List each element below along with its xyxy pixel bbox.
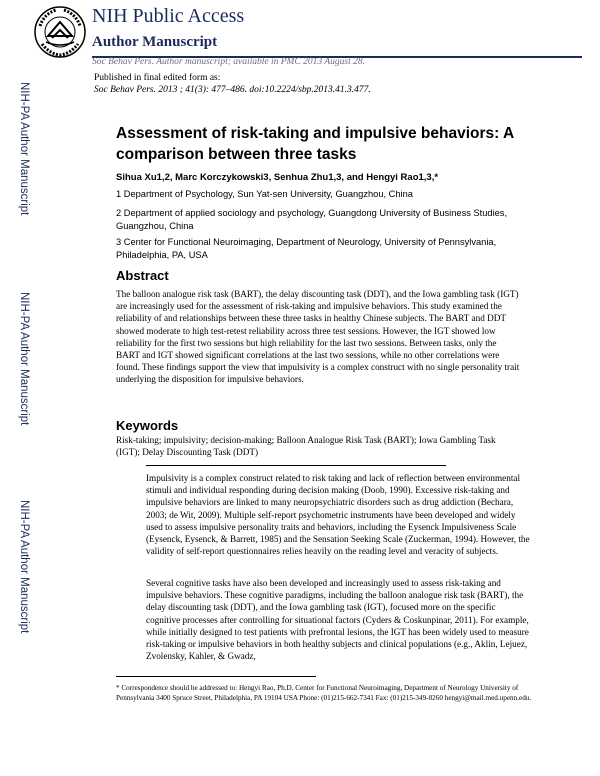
section-divider bbox=[146, 465, 446, 466]
abstract-text: The balloon analogue risk task (BART), the delay discounting task (DDT), and the Iowa gambling task (IGT) are increasingly used for the assessment of risk-taking and impulsive behaviors. This study examined the reliability of and relationships between these three tasks in healthy Chinese subjects. The BART and DDT showed moderate to high test-retest reliability across three test sessions. However, the IGT showed low reliability for the first two sessions but high reliability for the last two sessions. Between tasks, only the BART and IGT showed significant correlations at the last two sessions, while no other correlations were found. These findings support the view that impulsivity is a complex construct with no single personality trait underlying the disposition for impulsive behaviors. bbox=[116, 289, 520, 385]
correspondence-footnote: * Correspondence should be addressed to: Hengyi Rao, Ph.D. Center for Functional Neuroimaging, Department of Neurology University of Pennsylvania 3400 Spruce Street, Philadelphia, PA 19104 USA Phone: (01)215-662-7341 Fax: (01)215-349-8260 hengyi@mail.med.upenn.edu. bbox=[116, 684, 532, 702]
availability-note: Soc Behav Pers. Author manuscript; available in PMC 2013 August 28. bbox=[92, 57, 366, 67]
affiliation-1: 1 Department of Psychology, Sun Yat-sen University, Guangzhou, China bbox=[116, 189, 413, 199]
abstract-heading: Abstract bbox=[116, 268, 169, 283]
side-label-3: NIH-PA Author Manuscript bbox=[18, 500, 30, 634]
citation: Soc Behav Pers. 2013 ; 41(3): 477–486. doi:10.2224/sbp.2013.41.3.477. bbox=[94, 85, 371, 95]
nih-public-access-title: NIH Public Access bbox=[92, 5, 245, 27]
article-title: Assessment of risk-taking and impulsive behaviors: A comparison between three tasks bbox=[116, 125, 514, 163]
published-label: Published in final edited form as: bbox=[94, 73, 221, 83]
author-manuscript-label: Author Manuscript bbox=[92, 34, 218, 50]
side-label-1: NIH-PA Author Manuscript bbox=[18, 82, 30, 216]
intro-paragraph-2: Several cognitive tasks have also been developed and increasingly used to assess risk-taking and impulsive behaviors. These cognitive paradigms, including the balloon analogue risk task (BART), the delay discounting task (DDT), and the Iowa gambling task (IGT), focused more on the specific cognitive processes after controlling for situational factors (Cyders & Coskunpinar, 2011). For example, while initially designed to test patients with prefrontal lesions, the IGT has been widely used to measure risk-taking or impulsive behaviors in both healthy subjects and clinical populations (e.g., Aklin, Lejuez, Zvolensky, Kahler, & Gwadz, bbox=[146, 578, 529, 662]
affiliation-3: 3 Center for Functional Neuroimaging, Department of Neurology, University of Pennsylvania, Philadelphia, PA, USA bbox=[116, 237, 497, 260]
keywords-heading: Keywords bbox=[116, 418, 179, 433]
keywords-text: Risk-taking; impulsivity; decision-making; Balloon Analogue Risk Task (BART); Iowa Gambling Task (IGT); Delay Discounting Task (DDT) bbox=[116, 435, 496, 458]
footnote-divider bbox=[116, 676, 316, 677]
intro-paragraph-1: Impulsivity is a complex construct related to risk taking and lack of reflection between environmental stimuli and individual responding during decision making (Doob, 1990). Excessive risk-taking and impulsive behaviors are linked to many neuropsychiatric disorders such as drug addiction (Bechara, 2003; de Wit, 2009). Multiple self-report psychometric instruments have been developed and widely used to assess impulsive personality traits and behaviors, including the Eysenck Impulsiveness Scale (Eysenck, Eysenck, & Barrett, 1985) and the Sensation Seeking Scale (Zuckerman, 1994). However, the validity of self-report questionnaires relies heavily on the reading level and veracity of subjects. bbox=[146, 473, 530, 557]
affiliation-2: 2 Department of applied sociology and psychology, Guangdong University of Business Studies, Guangzhou, China bbox=[116, 208, 508, 231]
side-label-2: NIH-PA Author Manuscript bbox=[18, 292, 30, 426]
nih-seal-logo bbox=[34, 6, 86, 58]
author-list: Sihua Xu1,2, Marc Korczykowski3, Senhua Zhu1,3, and Hengyi Rao1,3,* bbox=[116, 172, 439, 183]
